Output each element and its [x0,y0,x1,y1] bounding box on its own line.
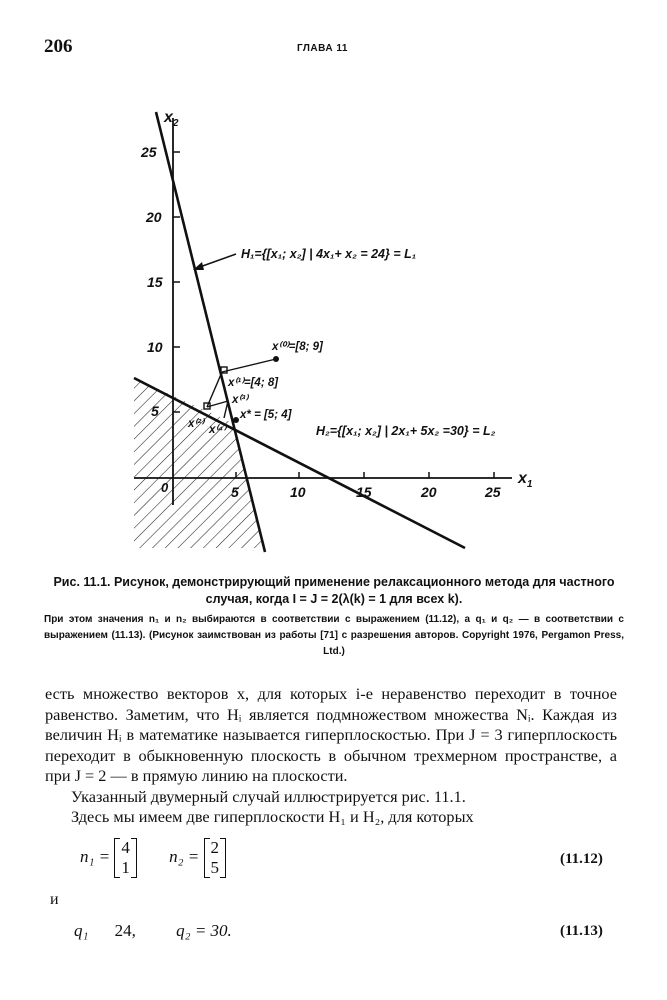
n2-vector [204,838,227,878]
n1-top: 4 [121,838,130,857]
n1-label: n₁ = [80,846,111,866]
y-tick-label-15: 15 [147,274,163,290]
x-axis-label-sub: 1 [526,479,533,490]
x-axis-label: $x_1$ [518,470,533,490]
label-x4: x⁽⁴⁾ [209,424,226,436]
x-tick-label-20: 20 [421,484,437,500]
label-x3: x⁽³⁾ [232,394,248,406]
x-tick-label-10: 10 [290,484,306,500]
figure-caption [44,574,624,660]
x-tick-label-25: 25 [485,484,501,500]
path-x3-x4 [224,401,228,418]
label-x0: x⁽⁰⁾=[8; 9] [272,341,323,353]
n1-bottom: 1 [121,858,130,877]
equation-number-11-13: (11.13) [560,923,603,939]
q1-value: 24, [114,921,136,940]
y-tick-label-25: 25 [141,144,157,160]
paragraph-1: есть множество векторов x, для которых i-е неравенство переходит в точное равенство. Заметим, что Hᵢ является подмножеством множества Nᵢ. Каждая из величин Hᵢ в математике называется гиперплоскостью. При J = 3 гиперплоскость переходит в обыкновенную плоскость в обычном трехмерном пространстве, а при J = 2 — в прямую линию на плоскости. [45,684,617,785]
equation-11-13 [74,921,232,941]
point-x0 [273,356,279,362]
y-tick-label-20: 20 [146,209,162,225]
equation-11-12 [80,838,226,878]
label-x1: x⁽¹⁾=[4; 8] [228,377,279,389]
y-tick-label-5: 5 [151,403,159,419]
equation-number-11-12: (11.12) [560,851,603,867]
n2-top: 2 [210,838,220,857]
label-xstar: x* = [5; 4] [240,409,292,421]
paragraph-3: Здесь мы имеем две гиперплоскости H₁ и H₂, для которых [71,807,474,826]
caption-title: Рис. 11.1. Рисунок, демонстрирующий применение релаксационного метода для частного случая, когда I = J = 2(λ(k) = 1 для всех k). [53,575,615,606]
running-head: ГЛАВА 11 [297,43,348,54]
page-number: 206 [44,36,73,57]
body-text [45,684,617,828]
conjunction: и [50,891,59,908]
x-tick-label-5: 5 [231,484,239,500]
x-tick-labels [231,484,501,500]
x-tick-label-15: 15 [356,484,372,500]
n1-vector [114,838,137,878]
n2-bottom: 5 [210,858,220,877]
y-tick-label-10: 10 [147,339,163,355]
path-x0-x1 [222,359,276,372]
label-x2: x⁽²⁾ [188,418,204,430]
h1-label: H₁={[x₁; x₂] | 4x₁+ x₂ = 24} = L₁ [241,247,417,261]
y-tick-labels [140,144,163,419]
y-axis-label: $x_2$ [164,109,179,129]
caption-note: При этом значения n₁ и n₂ выбираются в соответствии с выражением (11.12), а q₁ и q₂ — в соответствии с выражением (11.13). (Рисунок заимствован из работы [71] с разрешения авторов. Copyright 1976, Pergamon Press, Ltd.) [44,614,624,657]
point-xstar [233,417,239,423]
q1-label: q₁ [74,921,89,940]
n2-label: n₂ = [169,846,200,866]
h2-label: H₂={[x₁; x₂] | 2x₁+ 5x₂ =30} = L₂ [316,424,496,438]
path-x1-x2 [207,372,222,407]
paragraph-2: Указанный двумерный случай иллюстрируется рис. 11.1. [71,786,466,806]
y-axis-label-sub: 2 [172,118,179,129]
q2-expression: q₂ = 30. [176,921,232,940]
origin-label: 0 [161,480,169,495]
